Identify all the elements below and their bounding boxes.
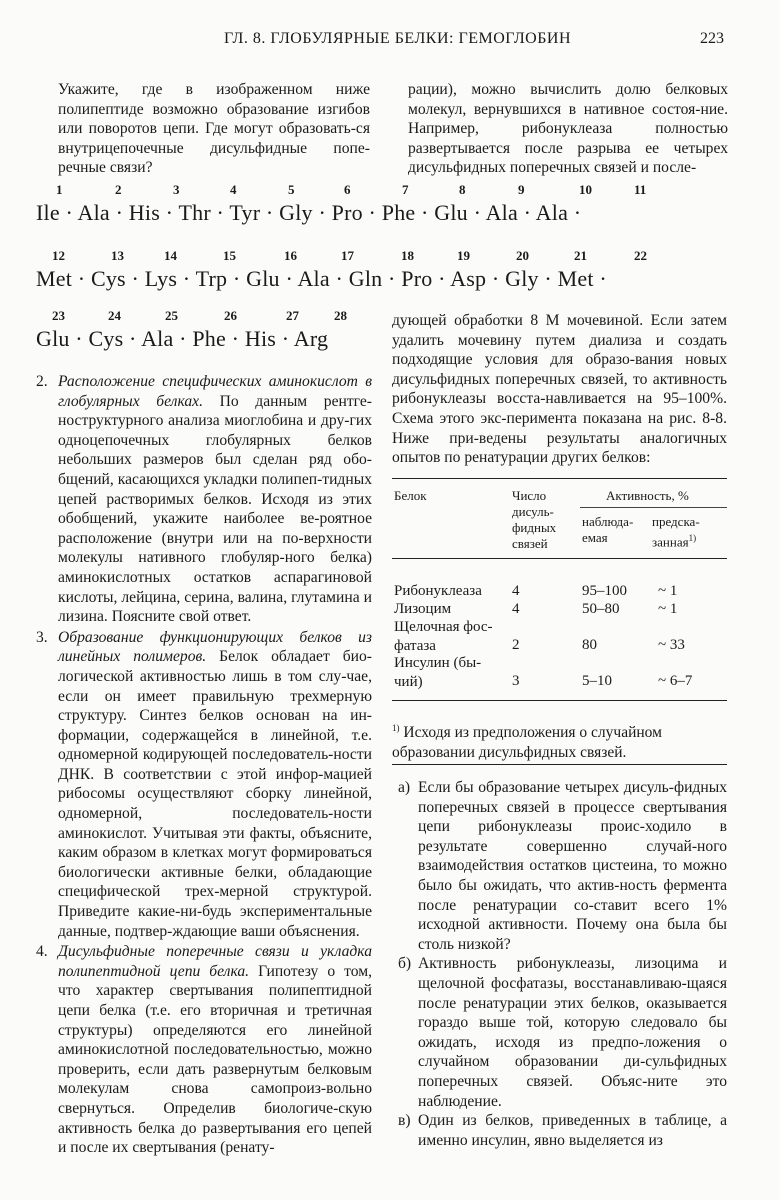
residue-number: 19 — [457, 248, 470, 263]
cell-count: 4 — [512, 601, 520, 617]
cell-observed: 50–80 — [582, 601, 620, 617]
sequence-row-1 — [36, 182, 756, 226]
question-2 — [36, 372, 372, 627]
cell-count: 2 — [512, 637, 520, 653]
sequence-residues: Met · Cys · Lys · Trp · Glu · Ala · Gln · Pro · Asp · Gly · Met · — [36, 266, 607, 291]
question-text: Белок обладает био-логической активностью лишь в том слу-чае, если он имеет правильную трехмерную структуру. Синтез белков основан на ин-формации, содержащейся в линейной, т.е. одномерной кодирующей последователь-ности ДНК. В соответствии с этой инфор-мацией рибосомы осуществляют сборку линейной, одномерной, последователь-ности аминокислот. Учитывая эти факты, объясните, каким образом в клетках могут формироваться биологически активные белки, обладающие специфической трех-мерной структурой. Приведите какие-ни-будь экспериментальные данные, подтвер-ждающие ваши объяснения. — [58, 648, 372, 940]
residue-number: 14 — [164, 248, 177, 263]
table-top-rule — [392, 478, 727, 479]
cell-count: 4 — [512, 583, 520, 599]
footnote-text: Исходя из предположения о случайном образовании дисульфидных связей. — [392, 724, 662, 762]
residue-number: 26 — [224, 308, 237, 323]
sequence-residues: Glu · Cys · Ala · Phe · His · Arg — [36, 326, 329, 351]
table-header-protein: Белок — [394, 488, 427, 503]
residue-number: 22 — [634, 248, 647, 263]
question-title: Образование функционирующих белков из линейных полимеров. — [58, 628, 372, 666]
question-title: Дисульфидные поперечные связи и укладка полипептидной цепи белка. — [58, 943, 372, 980]
residue-number: 21 — [574, 248, 587, 263]
cell-predicted: ~ 1 — [658, 601, 678, 617]
subquestion-a — [392, 778, 727, 954]
subquestion-number: в) — [398, 1112, 411, 1130]
residue-number: 18 — [401, 248, 414, 263]
residue-number: 7 — [402, 182, 409, 197]
residue-number: 12 — [52, 248, 65, 263]
footnote-rule — [392, 764, 727, 765]
footnote-mark: 1) — [392, 723, 400, 733]
intro-left — [58, 80, 370, 178]
table-bottom-rule — [392, 700, 727, 701]
page-number: 223 — [700, 30, 724, 47]
residue-number: 5 — [288, 182, 295, 197]
residue-number: 25 — [165, 308, 178, 323]
residue-number: 15 — [223, 248, 236, 263]
cell-protein: Инсулин (бы-чий) — [394, 655, 482, 690]
intro-right-text: рации), можно вычислить долю белковых молекул, вернувшихся в нативное состоя-ние. Например, рибонуклеаза полностью развертывается после разрыва ее четырех дисульфидных поперечных связей и после- — [408, 81, 728, 177]
subquestion-text: Если бы образование четырех дисуль-фидных поперечных связей в процессе свертывания цепи рибонуклеазы проис-ходило в результате совершенно случай-ного взаимодействия остатков цистеина, то можно было бы ожидать, что актив-ность фермента после ренатурации со-ставит всего 1% исходной активности. Почему она была бы столь низкой? — [418, 779, 727, 953]
subquestion-number: б) — [398, 955, 412, 973]
cell-predicted: ~ 33 — [658, 637, 685, 653]
cell-predicted: ~ 6–7 — [658, 673, 693, 689]
question-text: По данным рентге-ноструктурного анализа миоглобина и дру-гих одноцепочечных глобулярных белков небольших размеров был сделан ряд обо-бщений, касающихся укладки полипеп-тидных цепей растворимых белков. Исходя из этих обобщений, укажите наиболее ве-роятное расположение (внутри или на по-верхности молекулы нативного глобуляр-ного белка) аминокислотных остатков аспарагиновой кислоты, лейцина, серина, валина, глутамина и лизина. Поясните свой ответ. — [58, 392, 372, 626]
cell-observed: 80 — [582, 637, 597, 653]
chapter-title: ГЛ. 8. ГЛОБУЛЯРНЫЕ БЕЛКИ: ГЕМОГЛОБИН — [224, 30, 572, 47]
running-header — [0, 30, 779, 54]
table-header-rule — [392, 558, 727, 559]
question-4 — [36, 942, 372, 1158]
subquestion-text: Активность рибонуклеазы, лизоцима и щелочной фосфатазы, восстанавливаю-щаяся после ренатурации этих белков, оказывается гораздо выше той, которую следовало бы ожидать, исходя из предпо-ложения о случайном образовании ди-сульфидных поперечных связей. Объяс-ните это наблюдение. — [418, 955, 727, 1110]
residue-number: 9 — [518, 182, 525, 197]
residue-number: 24 — [108, 308, 121, 323]
sequence-numbers — [36, 182, 756, 200]
residue-number: 4 — [230, 182, 237, 197]
cell-protein: Рибонуклеаза — [394, 583, 482, 599]
residue-number: 28 — [334, 308, 347, 323]
residue-number: 13 — [111, 248, 124, 263]
subquestion-b — [392, 954, 727, 1111]
residue-number: 11 — [634, 182, 647, 197]
cell-protein: Лизоцим — [394, 601, 452, 617]
right-continuation — [392, 311, 727, 468]
residue-number: 2 — [115, 182, 122, 197]
footnote-mark: 1) — [688, 533, 697, 543]
cell-predicted: ~ 1 — [658, 583, 678, 599]
table-header-activity: Активность, % — [606, 488, 689, 503]
sequence-residues: Ile · Ala · His · Thr · Tyr · Gly · Pro · Phe · Glu · Ala · Ala · — [36, 200, 582, 225]
question-title: Расположение специфических аминокислот в глобулярных белках. — [58, 373, 372, 410]
residue-number: 3 — [173, 182, 180, 197]
question-number: 4. — [36, 943, 48, 961]
left-column — [36, 372, 372, 1159]
table-header-predicted — [652, 514, 720, 550]
residue-number: 8 — [459, 182, 466, 197]
right-continuation-text: дующей обработки 8 М мочевиной. Если затем удалить мочевину путем диализа и создать подходящие условия для образо-вания новых дисульфидных поперечных связей, то активность рибонуклеазы восста-навливается на 95–100%. Схема этого экс-перимента показана на рис. 8-8. Ниже при-ведены результаты аналогичных опытов по ренатурации других белков: — [392, 312, 727, 467]
cell-count: 3 — [512, 673, 520, 689]
cell-observed: 95–100 — [582, 583, 627, 599]
sequence-row-2 — [36, 248, 756, 292]
table-activity-rule — [580, 507, 727, 508]
residue-number: 10 — [579, 182, 592, 197]
sequence-numbers — [36, 248, 756, 266]
residue-number: 1 — [56, 182, 63, 197]
cell-observed: 5–10 — [582, 673, 612, 689]
cell-protein: Щелочная фос-фатаза — [394, 619, 493, 654]
residue-number: 17 — [341, 248, 354, 263]
subquestion-number: а) — [398, 779, 411, 796]
subquestion-text: Один из белков, приведенных в таблице, а именно инсулин, явно выделяется из — [418, 1112, 727, 1149]
question-3 — [36, 628, 372, 942]
question-number: 2. — [36, 373, 48, 390]
residue-number: 20 — [516, 248, 529, 263]
subquestion-c — [392, 1111, 727, 1150]
residue-number: 23 — [52, 308, 65, 323]
question-text: Гипотезу о том, что характер свертывания полипептидной цепи белка (т.е. его вторичная и третичная структуры) определяются его линейной аминокислотной последовательностью, можно проверить, если дать развернутым белковым молекулам снова самопроиз-вольно свернуться. Определив биологиче-скую активность белка до развертывания его цепей и после их свертывания (ренату- — [58, 962, 372, 1157]
intro-left-text: Укажите, где в изображенном ниже полипептиде возможно образование изгибов или поворотов цепи. Где могут образовать-ся внутрицепочечные дисульфидные попе-речные связи? — [58, 81, 370, 177]
residue-number: 6 — [344, 182, 351, 197]
table-header-count: Число дисуль-фидных связей — [512, 488, 557, 551]
residue-number: 27 — [286, 308, 299, 323]
question-number: 3. — [36, 628, 48, 646]
intro-right — [408, 80, 728, 178]
table-header-predicted-label: предска-занная — [652, 514, 700, 550]
table-header-observed: наблюда-емая — [582, 514, 634, 545]
table-footnote — [392, 718, 732, 763]
residue-number: 16 — [284, 248, 297, 263]
subquestions — [392, 778, 727, 1150]
